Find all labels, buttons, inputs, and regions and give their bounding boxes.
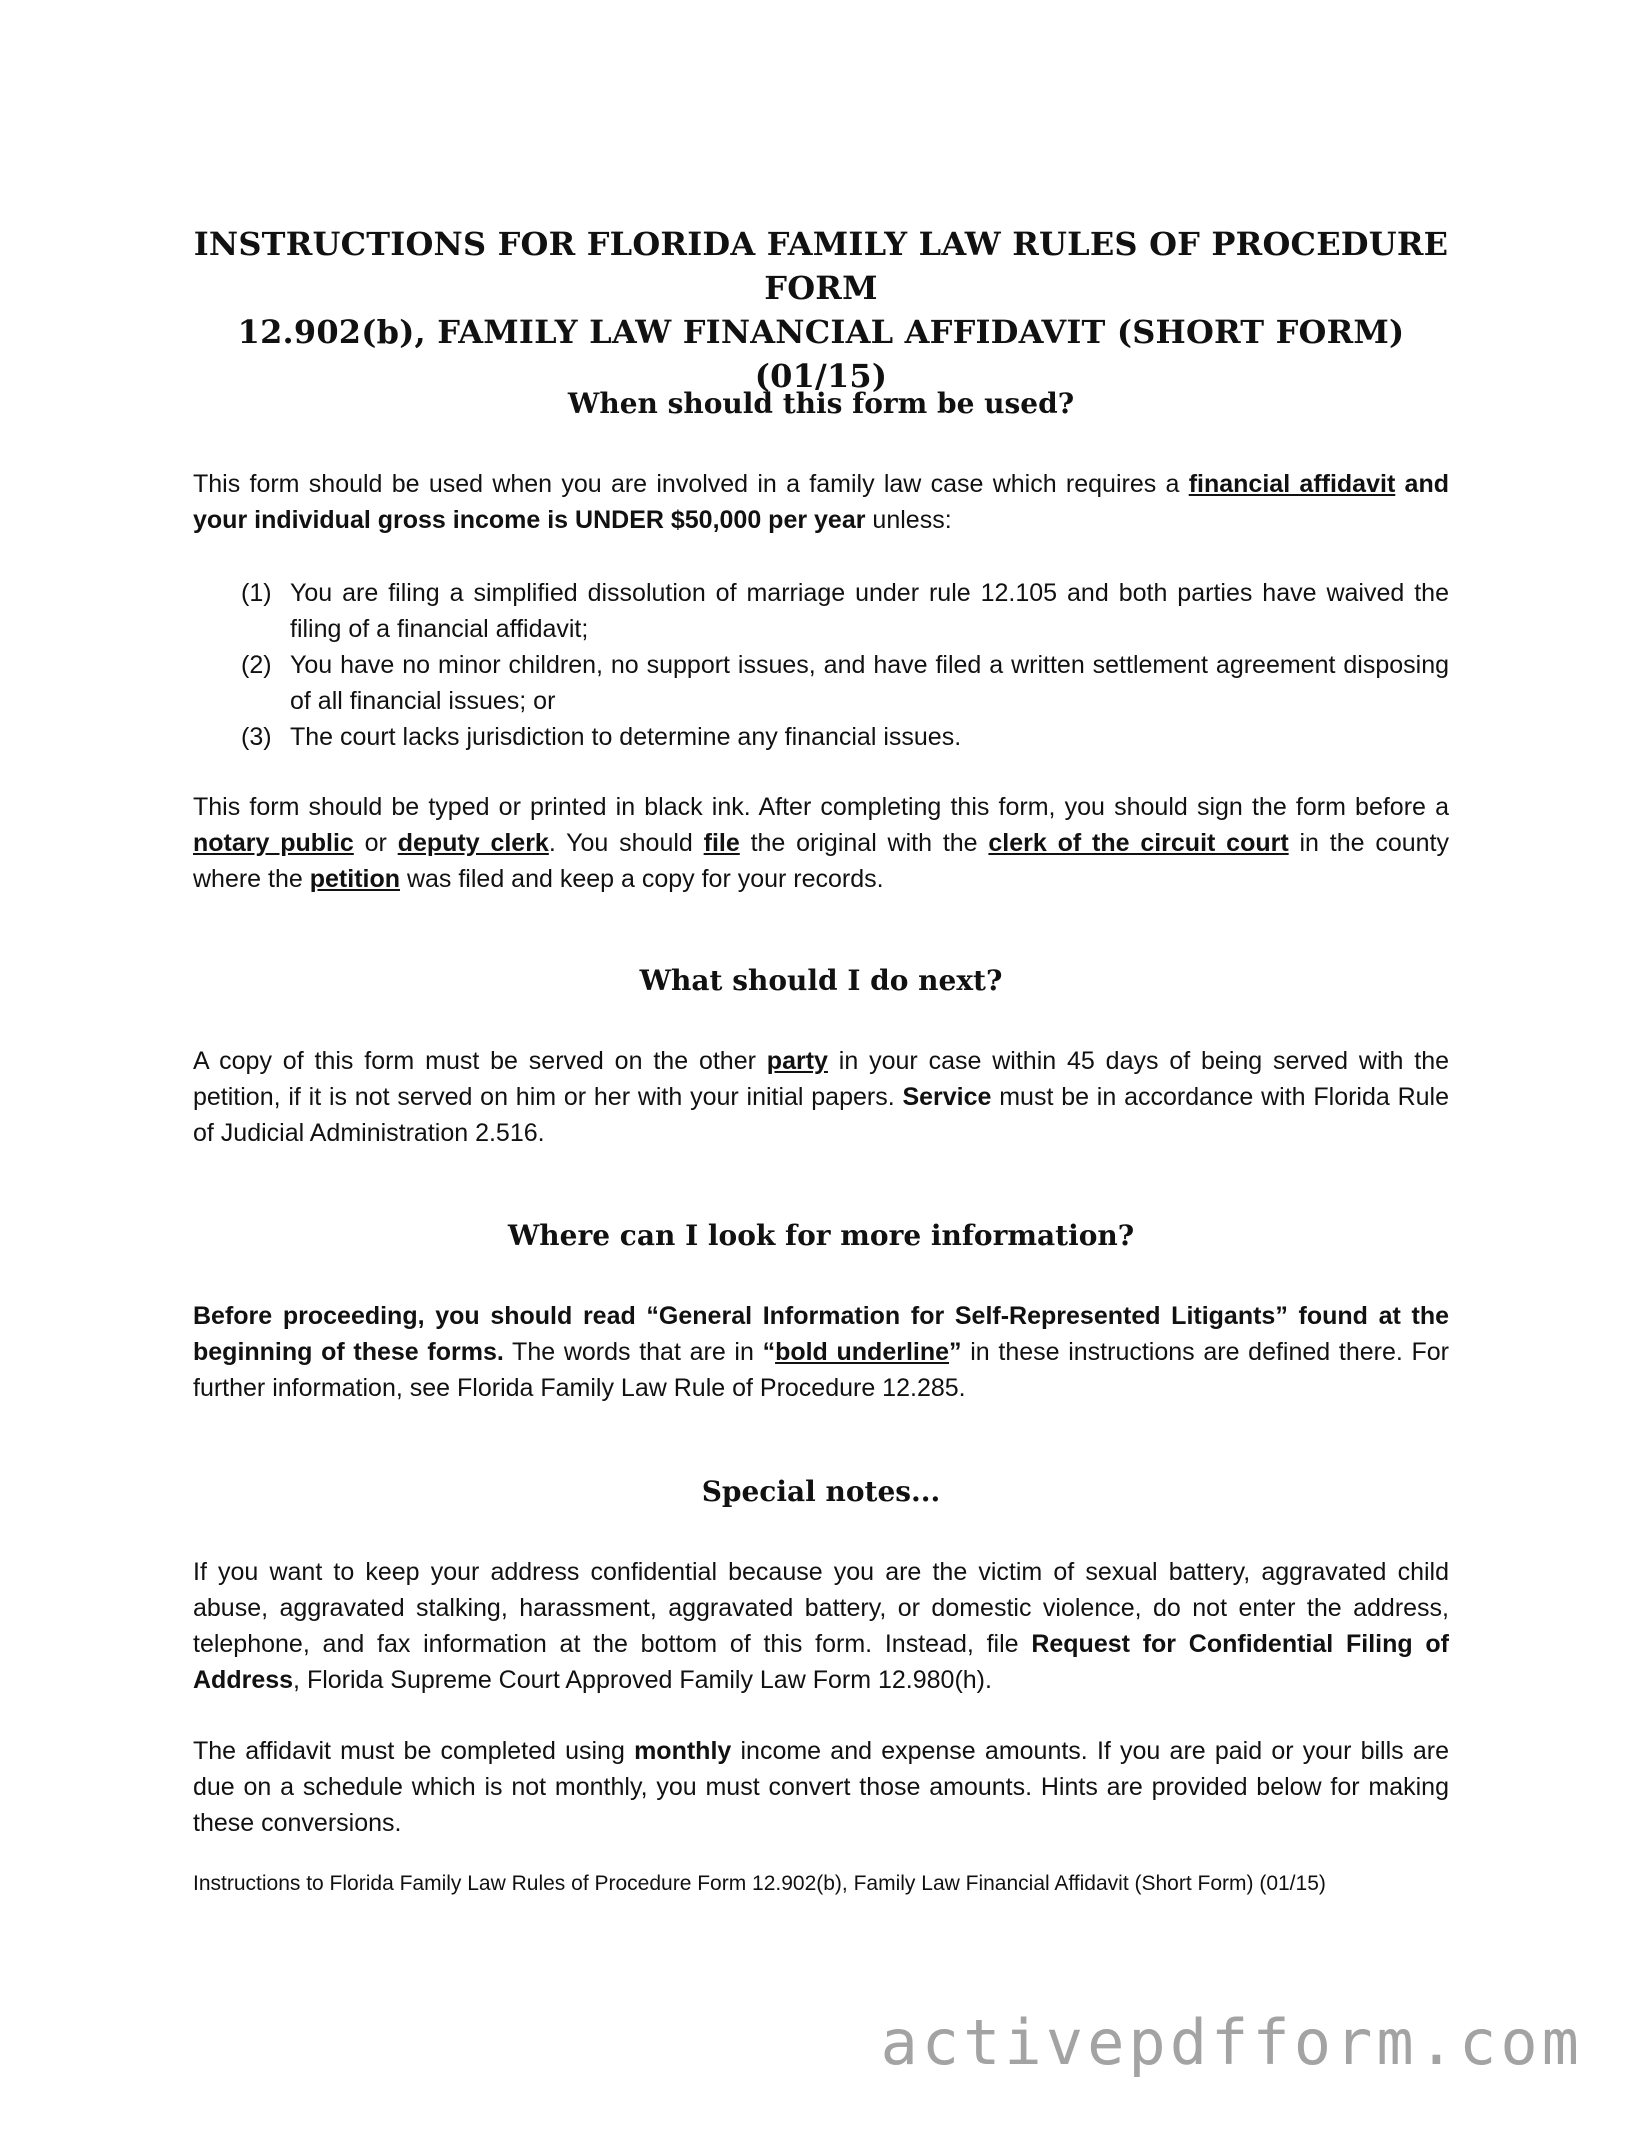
list-item: (2) You have no minor children, no support issues, and have filed a written settlement agreement disposing of all financial issues; or: [241, 651, 1449, 715]
watermark: activepdfform.com: [880, 2006, 1583, 2079]
term-file: file: [703, 829, 740, 857]
heading-special-notes: Special notes...: [701, 1475, 941, 1508]
monthly-amounts-note: The affidavit must be completed using monthly income and expense amounts. If you are paid or your bills are due on a schedule which is not monthly, you must convert those amounts. Hints are provided below for making these conversions.: [193, 1737, 1449, 1837]
term-bold-underline: bold underline: [775, 1338, 950, 1366]
term-deputy-clerk: deputy clerk: [397, 829, 549, 857]
heading-more-info: Where can I look for more information?: [507, 1219, 1135, 1252]
confidential-address-note: If you want to keep your address confidential because you are the victim of sexual battery, aggravated child abuse, aggravated stalking, harassment, aggravated battery, or domestic violence, do not enter the address, telephone, and fax information at the bottom of this form. Instead, file Request for Confidential Filing of Address, Florida Supreme Court Approved Family Law Form 12.980(h).: [193, 1558, 1450, 1694]
what-next-paragraph: A copy of this form must be served on the other party in your case within 45 days of being served with the petition, if it is not served on him or her with your initial papers. Service must be in accordance with Florida Rule of Judicial Administration 2.516.: [193, 1047, 1449, 1147]
more-info-paragraph: Before proceeding, you should read “General Information for Self-Represented Litigants” found at the beginning of these forms. The words that are in “bold underline” in these instructions are defined there. For further information, see Florida Family Law Rule of Procedure 12.285.: [193, 1302, 1449, 1402]
title-line-1: INSTRUCTIONS FOR FLORIDA FAMILY LAW RULES OF PROCEDURE FORM: [193, 225, 1449, 307]
list-item: (1) You are filing a simplified dissolution of marriage under rule 12.105 and both parties have waived the filing of a financial affidavit;: [241, 579, 1449, 643]
term-notary-public: notary public: [193, 829, 354, 857]
title-line-2: 12.902(b), FAMILY LAW FINANCIAL AFFIDAVIT (SHORT FORM) (01/15): [237, 313, 1405, 395]
page-footer: Instructions to Florida Family Law Rules of Procedure Form 12.902(b), Family Law Financial Affidavit (Short Form) (01/15): [193, 1872, 1326, 1895]
heading-what-next: What should I do next?: [639, 964, 1003, 997]
page-title: [193, 222, 1449, 398]
term-service: Service: [902, 1083, 992, 1111]
when-used-intro: This form should be used when you are involved in a family law case which requires a financial affidavit and your individual gross income is UNDER $50,000 per year unless:: [193, 470, 1449, 534]
term-petition: petition: [309, 865, 401, 893]
form-request-confidential: Request for Confidential Filing of Address: [193, 1630, 1450, 1694]
term-party: party: [766, 1047, 828, 1075]
list-item: (3) The court lacks jurisdiction to determine any financial issues.: [241, 723, 962, 751]
heading-when-used: When should this form be used?: [567, 387, 1075, 420]
term-financial-affidavit: financial affidavit: [1188, 470, 1396, 498]
filing-instructions: This form should be typed or printed in black ink. After completing this form, you should sign the form before a notary public or deputy clerk. You should file the original with the clerk of the circuit court in the county where the petition was filed and keep a copy for your records.: [193, 793, 1449, 893]
term-clerk-circuit-court: clerk of the circuit court: [988, 829, 1289, 857]
exception-list: [241, 575, 1449, 755]
income-threshold: and your individual gross income is UNDER $50,000 per year: [193, 470, 1449, 534]
